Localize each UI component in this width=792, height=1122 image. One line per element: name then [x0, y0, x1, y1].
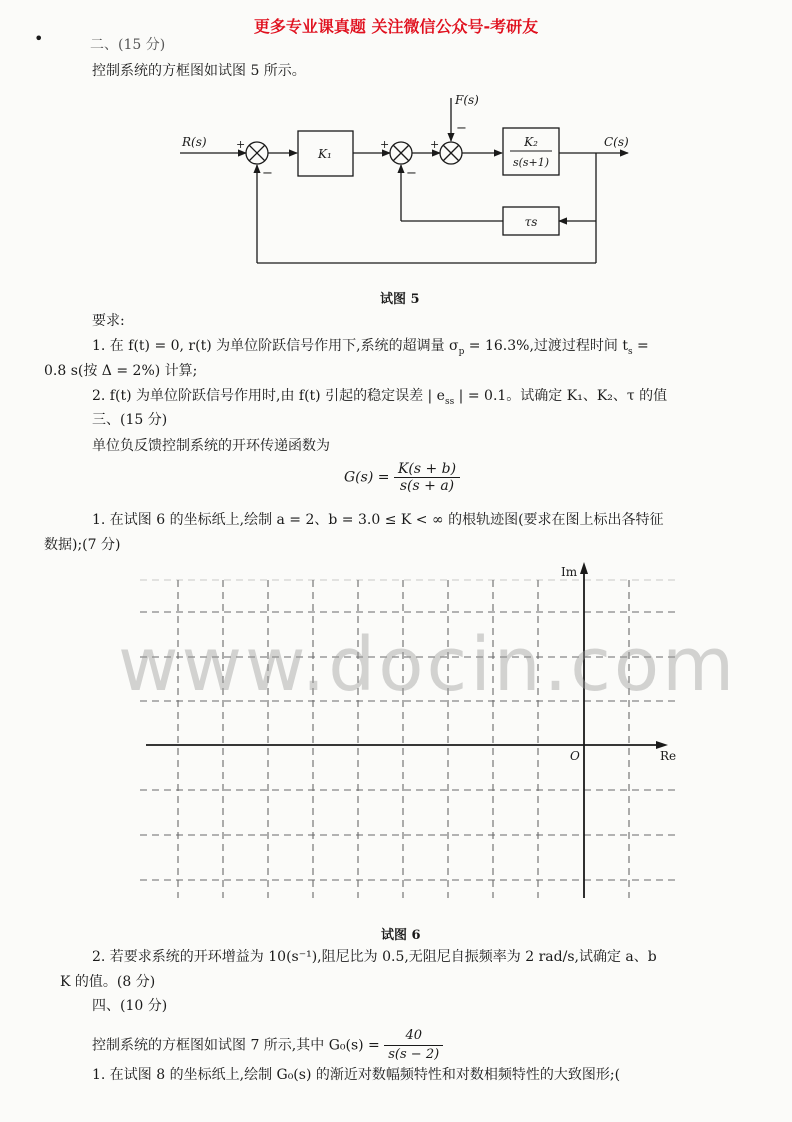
figure-6-caption: 试图 6 — [381, 928, 421, 943]
sign-plus-2: + — [380, 138, 390, 151]
im-axis-label: Im — [561, 565, 578, 579]
re-axis-label: Re — [660, 749, 677, 763]
q3-intro: 单位负反馈控制系统的开环传递函数为 — [92, 438, 330, 454]
disturbance-label: F(s) — [455, 93, 479, 107]
tau-s-label: τs — [524, 215, 538, 229]
sign-plus-3: + — [430, 138, 440, 151]
q4-title: 四、(10 分) — [92, 998, 168, 1014]
q4-part1: 1. 在试图 8 的坐标纸上,绘制 G₀(s) 的渐近对数幅频特性和对数相频特性的大致图形;( — [92, 1067, 621, 1083]
q4-intro: 控制系统的方框图如试图 7 所示,其中 G₀(s) = $\frac{40}{s(s - 2)}$ — [92, 1027, 443, 1064]
q3-part2-line2: K 的值。(8 分) — [60, 974, 156, 990]
requirement-1-cont: 0.8 s(按 Δ = 2%) 计算; — [44, 363, 198, 379]
requirement-2: 2. f(t) 为单位阶跃信号作用时,由 f(t) 引起的稳定误差 | $e_{ss}$ | = 0.1。试确定 K₁、K₂、τ 的值 — [92, 388, 668, 407]
header-banner: 更多专业课真题 关注微信公众号-考研友 — [253, 17, 539, 36]
docin-watermark: www.docin.com — [118, 622, 738, 708]
sign-plus-1: + — [236, 138, 246, 151]
requirements-title: 要求: — [92, 313, 125, 329]
cut-off-question-title: 二、(15 分) — [90, 37, 166, 53]
re-axis-arrow — [656, 741, 668, 749]
k2-numerator: K₂ — [524, 135, 538, 149]
q3-part2-line1: 2. 若要求系统的开环增益为 10(s⁻¹),阻尼比为 0.5,无阻尼自振频率为 2 rad/s,试确定 a、b — [92, 949, 657, 965]
requirement-1: 1. 在 f(t) = 0, r(t) 为单位阶跃信号作用下,系统的超调量 $\sigma_p = 16.3\%$,过渡过程时间 $t_s$ = — [92, 338, 649, 357]
sign-minus-2: − — [406, 166, 417, 181]
q3-title: 三、(15 分) — [92, 412, 168, 428]
sign-minus-1: − — [262, 166, 273, 181]
scan-mark: • — [34, 29, 44, 48]
sign-minus-3: − — [456, 121, 467, 136]
q2-intro: 控制系统的方框图如试图 5 所示。 — [92, 63, 306, 79]
q3-transfer-function: G(s) = $\frac{K(s + b)}{s(s + a)}$ — [344, 461, 460, 494]
q3-part1-line2: 数据);(7 分) — [44, 537, 121, 553]
input-label: R(s) — [182, 135, 207, 149]
k1-label: K₁ — [318, 147, 332, 161]
im-axis-arrow — [580, 562, 588, 574]
q3-part1-line1: 1. 在试图 6 的坐标纸上,绘制 a = 2、b = 3.0 ≤ K < ∞ 的根轨迹图(要求在图上标出各特征 — [92, 512, 664, 528]
output-label: C(s) — [604, 135, 629, 149]
k2-denominator: s(s+1) — [512, 156, 550, 169]
figure-5-caption: 试图 5 — [380, 292, 420, 307]
origin-label: O — [570, 749, 580, 763]
